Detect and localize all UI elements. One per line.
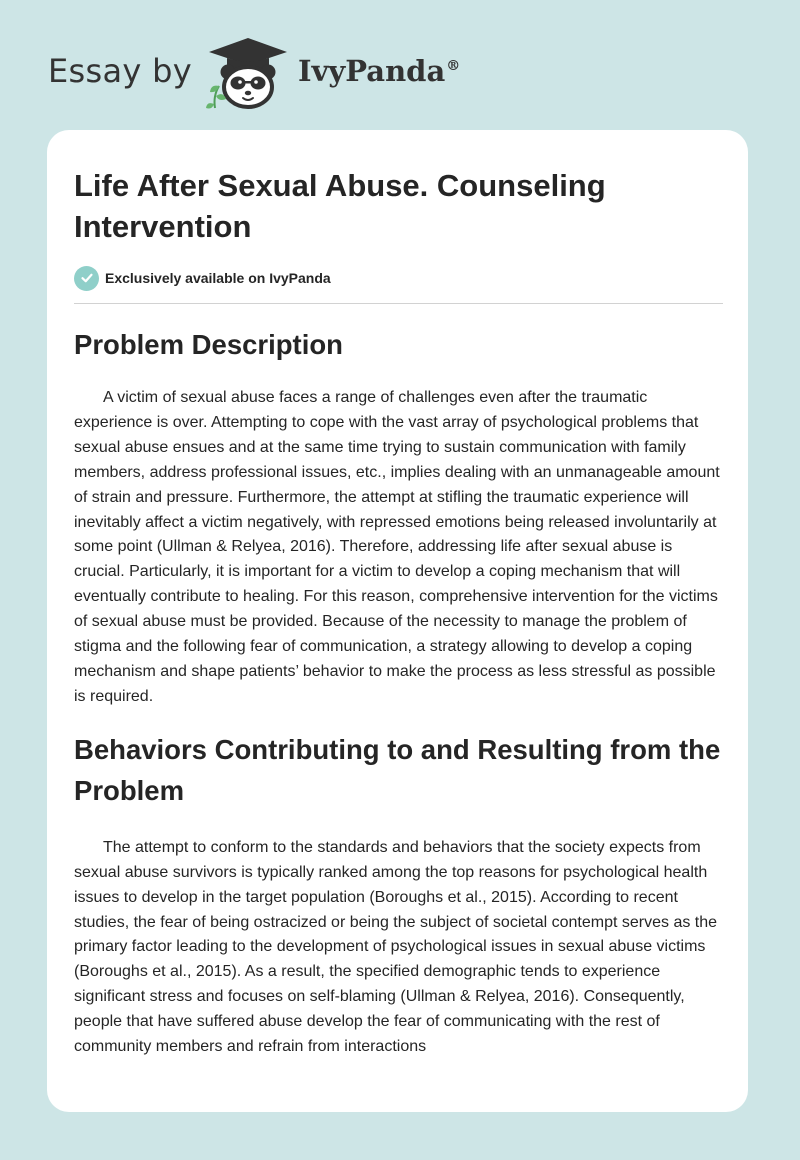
essay-content <box>74 165 724 1060</box>
essay-by-label: Essay by <box>48 52 192 90</box>
brand-name[interactable] <box>298 54 460 88</box>
section-paragraph-behaviors: The attempt to conform to the standards and behaviors that the society expects from sexual abuse survivors is typically ranked among the top reasons for psychological health issues to develop in the target population (Boroughs et al., 2015). According to recent studies, the fear of being ostracized or being the subject of societal contempt serves as the primary factor leading to the development of psychological issues in sexual abuse victims (Boroughs et al., 2015). As a result, the specified demographic tends to experience significant stress and focuses on self-blaming (Ullman & Relyea, 2016). Consequently, people that have suffered abuse develop the fear of communicating with the rest of community members and refrain from interactions <box>74 838 718 1056</box>
brand-name-text: IvyPanda <box>298 54 446 88</box>
exclusive-badge-label: Exclusively available on IvyPanda <box>105 270 331 286</box>
section-heading-behaviors: Behaviors Contributing to and Resulting from the Problem <box>74 733 721 806</box>
section-heading-problem-description: Problem Description <box>74 329 343 360</box>
section-paragraph-problem-description: A victim of sexual abuse faces a range of challenges even after the traumatic experience is over. Attempting to cope with the vast array of psychological problems that sexual abuse ensues and at the same time trying to sustain communication with family members, address professional issues, etc., implies dealing with an unmanageable amount of strain and pressure. Furthermore, the attempt at stifling the traumatic experience will inevitably affect a victim negatively, with repressed emotions being released involuntarily at some point (Ullman & Relyea, 2016). Therefore, addressing life after sexual abuse is crucial. Particularly, it is important for a victim to develop a coping mechanism that will eventually contribute to healing. For this reason, comprehensive intervention for the victims of sexual abuse must be provided. Because of the necessity to manage the problem of stigma and the following fear of communication, a strategy allowing to develop a coping mechanism and shape patients’ behavior to make the process as less stressful as possible is required. <box>74 389 720 705</box>
essay-title: Life After Sexual Abuse. Counseling Intervention <box>74 168 606 244</box>
essay-card <box>47 130 748 1112</box>
ivypanda-logo-icon[interactable] <box>203 34 293 110</box>
check-icon <box>74 266 99 291</box>
title-divider <box>74 303 723 304</box>
exclusive-badge <box>74 265 724 291</box>
site-header <box>48 34 548 114</box>
registered-mark: ® <box>446 58 461 75</box>
